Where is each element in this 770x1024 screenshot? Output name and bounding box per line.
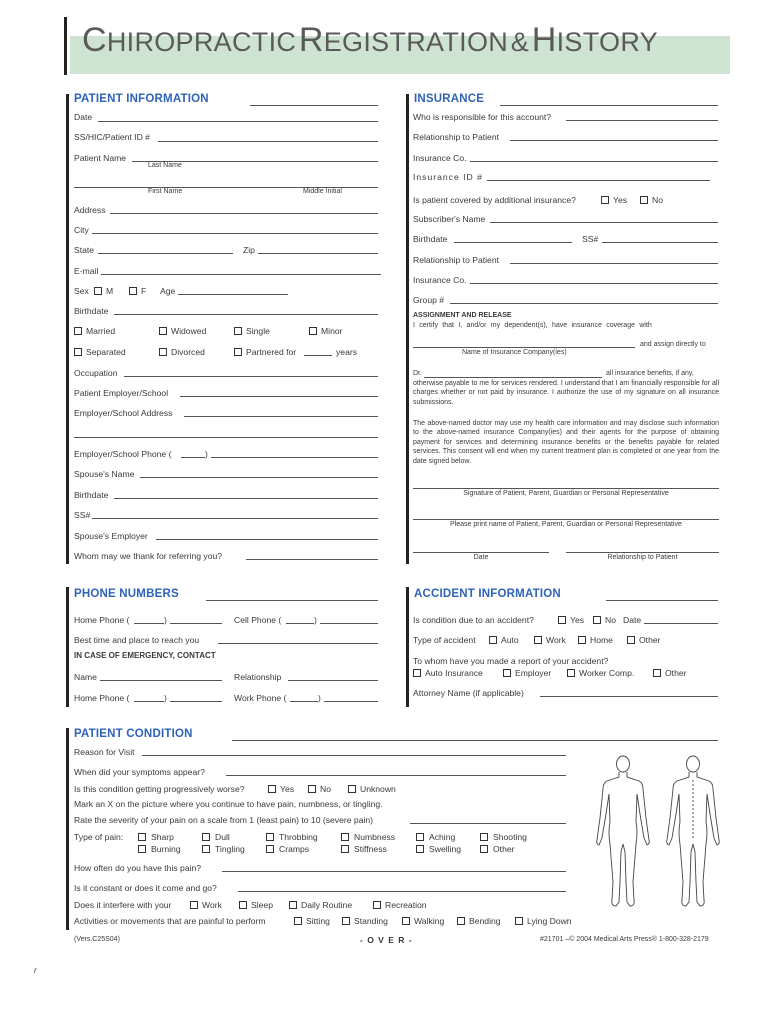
pain-shooting-label: Shooting bbox=[493, 832, 527, 842]
sub-ss-field[interactable] bbox=[602, 242, 718, 243]
accident-yes-checkbox[interactable] bbox=[558, 616, 566, 624]
consent-text: The above-named doctor may use my health care information and may disclose such information to the above-named insurance Company(ies) and their agents for the purpose of obtaining payment for services and determining insurance benefits or the benefits payable for related services. This consent will end when my current treatment plan is completed or one year from the date signed below. bbox=[413, 420, 719, 465]
divorced-checkbox[interactable] bbox=[159, 348, 167, 356]
employer-phone-close: ) bbox=[205, 449, 208, 459]
sub-ss-label: SS# bbox=[582, 234, 599, 244]
married-checkbox[interactable] bbox=[74, 327, 82, 335]
accident-work-checkbox[interactable] bbox=[534, 636, 542, 644]
title-word: EGISTRATION bbox=[323, 27, 509, 57]
heading-rule bbox=[232, 740, 718, 741]
pain-dull-label: Dull bbox=[215, 832, 230, 842]
date-label: Date bbox=[74, 112, 93, 122]
insurance-id-field[interactable] bbox=[487, 180, 710, 181]
ss-field[interactable] bbox=[158, 141, 378, 142]
symptoms-when-label: When did your symptoms appear? bbox=[74, 767, 205, 777]
emergency-name-field[interactable] bbox=[100, 680, 222, 681]
signature-caption: Signature of Patient, Parent, Guardian or Personal Representative bbox=[463, 490, 669, 497]
emergency-home-field[interactable] bbox=[170, 701, 222, 702]
progressive-no-label: No bbox=[320, 784, 331, 794]
pain-throbbing-label: Throbbing bbox=[279, 832, 318, 842]
progressive-no-checkbox[interactable] bbox=[308, 785, 316, 793]
financial-responsibility-text: otherwise payable to me for services rendered. I understand that I am financially responsible for all charges whether or not paid by insurance. I authorize the use of my signature on all insurance submissions. bbox=[413, 380, 719, 406]
sign-relationship-caption: Relationship to Patient bbox=[607, 554, 678, 561]
relationship2-field[interactable] bbox=[510, 263, 718, 264]
sex-label: Sex bbox=[74, 286, 89, 296]
age-label: Age bbox=[160, 286, 176, 296]
accident-other-label: Other bbox=[639, 635, 661, 645]
best-time-field[interactable] bbox=[218, 643, 378, 644]
occupation-field[interactable] bbox=[124, 376, 378, 377]
how-often-label: How often do you have this pain? bbox=[74, 863, 202, 873]
heading-rule bbox=[500, 105, 718, 106]
interfere-daily-routine-checkbox[interactable] bbox=[289, 901, 297, 909]
minor-label: Minor bbox=[321, 326, 343, 336]
address-label: Address bbox=[74, 205, 106, 215]
cell-phone-label: Cell Phone ( bbox=[234, 615, 282, 625]
activity-sitting-checkbox[interactable] bbox=[294, 917, 302, 925]
state-field[interactable] bbox=[98, 253, 233, 254]
report-label: To whom have you made a report of your accident? bbox=[413, 656, 609, 666]
mark-instructions: Mark an X on the picture where you continue to have pain, numbness, or tingling. bbox=[74, 799, 383, 809]
assign-text: and assign directly to bbox=[640, 341, 706, 348]
relationship-field[interactable] bbox=[510, 140, 718, 141]
interfere-recreation-label: Recreation bbox=[385, 900, 427, 910]
page-title bbox=[82, 21, 658, 60]
over-label: - O V E R - bbox=[360, 935, 413, 945]
group-label: Group # bbox=[413, 295, 445, 305]
constant-field[interactable] bbox=[238, 891, 566, 892]
attorney-field[interactable] bbox=[540, 696, 718, 697]
pain-aching-checkbox[interactable] bbox=[416, 833, 424, 841]
email-label: E-mail bbox=[74, 266, 99, 276]
emergency-work-area-field[interactable] bbox=[290, 701, 318, 702]
first-name-caption: First Name bbox=[148, 188, 183, 195]
benefits-text: all insurance benefits, if any, bbox=[606, 370, 694, 377]
occupation-label: Occupation bbox=[74, 368, 118, 378]
pain-numbness-checkbox[interactable] bbox=[341, 833, 349, 841]
interfere-sleep-label: Sleep bbox=[251, 900, 273, 910]
reason-field[interactable] bbox=[142, 755, 566, 756]
assignment-heading: ASSIGNMENT AND RELEASE bbox=[413, 312, 512, 319]
interfere-work-label: Work bbox=[202, 900, 222, 910]
emergency-home-close: ) bbox=[164, 693, 167, 703]
spouse-birthdate-field[interactable] bbox=[114, 498, 378, 499]
pain-sharp-checkbox[interactable] bbox=[138, 833, 146, 841]
city-field[interactable] bbox=[92, 233, 378, 234]
pain-sharp-label: Sharp bbox=[151, 832, 174, 842]
employer-address-field-2[interactable] bbox=[74, 437, 378, 438]
widowed-label: Widowed bbox=[171, 326, 207, 336]
report-worker-comp-checkbox[interactable] bbox=[567, 669, 575, 677]
heading-rule bbox=[250, 105, 378, 106]
activity-bending-label: Bending bbox=[469, 916, 501, 926]
partnered-label: Partnered for bbox=[246, 347, 297, 357]
section-left-bar bbox=[406, 94, 409, 564]
print-name-caption: Please print name of Patient, Parent, Guardian or Personal Representative bbox=[450, 521, 682, 528]
insurance-heading: INSURANCE bbox=[414, 93, 485, 105]
birthdate-field[interactable] bbox=[114, 314, 378, 315]
partnered-checkbox[interactable] bbox=[234, 348, 242, 356]
rate-label: Rate the severity of your pain on a scale from 1 (least pain) to 10 (severe pain) bbox=[74, 815, 374, 825]
employer-label: Patient Employer/School bbox=[74, 388, 169, 398]
single-label: Single bbox=[246, 326, 270, 336]
pain-cramps-checkbox[interactable] bbox=[266, 845, 274, 853]
accident-date-label: Date bbox=[623, 615, 642, 625]
additional-no-checkbox[interactable] bbox=[640, 196, 648, 204]
accident-date-field[interactable] bbox=[644, 623, 718, 624]
sex-f-label: F bbox=[141, 286, 147, 296]
emergency-work-phone-label: Work Phone ( bbox=[234, 693, 287, 703]
insurance-company-field[interactable] bbox=[470, 161, 718, 162]
emergency-work-close: ) bbox=[318, 693, 321, 703]
pain-type-label: Type of pain: bbox=[74, 832, 124, 842]
pain-swelling-checkbox[interactable] bbox=[416, 845, 424, 853]
title-left-bar bbox=[64, 17, 67, 75]
emergency-name-label: Name bbox=[74, 672, 97, 682]
married-label: Married bbox=[86, 326, 116, 336]
report-employer-checkbox[interactable] bbox=[503, 669, 511, 677]
responsible-field[interactable] bbox=[566, 120, 718, 121]
employer-phone-area-field[interactable] bbox=[181, 457, 205, 458]
home-phone-close: ) bbox=[164, 615, 167, 625]
subscriber-field[interactable] bbox=[490, 222, 718, 223]
body-back-diagram[interactable] bbox=[662, 752, 724, 912]
pain-swelling-label: Swelling bbox=[429, 844, 462, 854]
referral-field[interactable] bbox=[246, 559, 378, 560]
activity-walking-label: Walking bbox=[414, 916, 445, 926]
rate-field[interactable] bbox=[410, 823, 566, 824]
home-phone-field[interactable] bbox=[170, 623, 222, 624]
progressive-label: Is this condition getting progressively worse? bbox=[74, 784, 245, 794]
additional-yes-checkbox[interactable] bbox=[601, 196, 609, 204]
single-checkbox[interactable] bbox=[234, 327, 242, 335]
accident-no-checkbox[interactable] bbox=[593, 616, 601, 624]
accident-work-label: Work bbox=[546, 635, 566, 645]
accident-type-label: Type of accident bbox=[413, 635, 476, 645]
section-left-bar bbox=[66, 728, 69, 930]
activity-standing-checkbox[interactable] bbox=[342, 917, 350, 925]
progressive-yes-label: Yes bbox=[280, 784, 295, 794]
pain-other-checkbox[interactable] bbox=[480, 845, 488, 853]
relationship-label: Relationship to Patient bbox=[413, 132, 499, 142]
attorney-label: Attorney Name (if applicable) bbox=[413, 688, 524, 698]
sub-birthdate-label: Birthdate bbox=[413, 234, 448, 244]
pain-throbbing-checkbox[interactable] bbox=[266, 833, 274, 841]
title-initial: R bbox=[298, 21, 324, 59]
separated-label: Separated bbox=[86, 347, 126, 357]
date-field[interactable] bbox=[98, 121, 378, 122]
activity-standing-label: Standing bbox=[354, 916, 388, 926]
signature-field[interactable] bbox=[413, 488, 719, 489]
insurance-company-name-field[interactable] bbox=[413, 347, 635, 348]
sub-birthdate-field[interactable] bbox=[454, 242, 572, 243]
doctor-name-field[interactable] bbox=[424, 377, 602, 378]
relationship2-label: Relationship to Patient bbox=[413, 255, 499, 265]
symptoms-when-field[interactable] bbox=[226, 775, 566, 776]
separated-checkbox[interactable] bbox=[74, 348, 82, 356]
activities-label: Activities or movements that are painful to perform bbox=[74, 916, 266, 926]
insurance-company2-label: Insurance Co. bbox=[413, 275, 467, 285]
last-name-caption: Last Name bbox=[148, 162, 182, 169]
pain-stiffness-label: Stiffness bbox=[354, 844, 387, 854]
title-initial: H bbox=[531, 21, 557, 59]
how-often-field[interactable] bbox=[222, 871, 566, 872]
accident-home-label: Home bbox=[590, 635, 613, 645]
age-field[interactable] bbox=[178, 294, 288, 295]
additional-insurance-label: Is patient covered by additional insurance? bbox=[413, 195, 576, 205]
report-worker-comp-label: Worker Comp. bbox=[579, 668, 635, 678]
interfere-sleep-checkbox[interactable] bbox=[239, 901, 247, 909]
report-other-checkbox[interactable] bbox=[653, 669, 661, 677]
accident-no-label: No bbox=[605, 615, 616, 625]
zip-field[interactable] bbox=[258, 253, 378, 254]
section-left-bar bbox=[66, 587, 69, 707]
title-initial: C bbox=[82, 21, 107, 59]
copyright-label: #21701 –© 2004 Medical Arts Press® 1-800-328-2179 bbox=[540, 936, 709, 943]
activity-sitting-label: Sitting bbox=[306, 916, 330, 926]
sex-f-checkbox[interactable] bbox=[129, 287, 137, 295]
insurance-company-label: Insurance Co. bbox=[413, 153, 467, 163]
employer-phone-label: Employer/School Phone ( bbox=[74, 449, 172, 459]
pain-cramps-label: Cramps bbox=[279, 844, 310, 854]
pain-stiffness-checkbox[interactable] bbox=[341, 845, 349, 853]
sex-m-checkbox[interactable] bbox=[94, 287, 102, 295]
certify-text: I certify that I, and/or my dependent(s), have insurance coverage with bbox=[413, 322, 652, 329]
heading-rule bbox=[606, 600, 718, 601]
activity-lying-down-checkbox[interactable] bbox=[515, 917, 523, 925]
employer-address-field[interactable] bbox=[184, 416, 378, 417]
subscriber-label: Subscriber's Name bbox=[413, 214, 486, 224]
insurance-id-label: Insurance ID # bbox=[413, 172, 483, 182]
employer-address-label: Employer/School Address bbox=[74, 408, 173, 418]
accident-yes-label: Yes bbox=[570, 615, 585, 625]
accident-other-checkbox[interactable] bbox=[627, 636, 635, 644]
cell-phone-area-field[interactable] bbox=[286, 623, 314, 624]
reason-label: Reason for Visit bbox=[74, 747, 135, 757]
dr-label: Dr. bbox=[413, 370, 422, 377]
emergency-work-field[interactable] bbox=[324, 701, 378, 702]
condition-heading: PATIENT CONDITION bbox=[74, 728, 193, 740]
middle-initial-caption: Middle Initial bbox=[303, 188, 342, 195]
pain-dull-checkbox[interactable] bbox=[202, 833, 210, 841]
emergency-home-phone-label: Home Phone ( bbox=[74, 693, 130, 703]
sign-relationship-field[interactable] bbox=[566, 552, 719, 553]
report-auto-insurance-checkbox[interactable] bbox=[413, 669, 421, 677]
title-word: HIROPRACTIC bbox=[106, 27, 297, 57]
responsible-label: Who is responsible for this account? bbox=[413, 112, 552, 122]
spouse-name-label: Spouse's Name bbox=[74, 469, 135, 479]
spouse-birthdate-label: Birthdate bbox=[74, 490, 109, 500]
widowed-checkbox[interactable] bbox=[159, 327, 167, 335]
birthdate-label: Birthdate bbox=[74, 306, 109, 316]
phone-heading: PHONE NUMBERS bbox=[74, 588, 179, 600]
progressive-yes-checkbox[interactable] bbox=[268, 785, 276, 793]
patient-info-heading: PATIENT INFORMATION bbox=[74, 93, 209, 105]
cell-phone-field[interactable] bbox=[320, 623, 378, 624]
activity-bending-checkbox[interactable] bbox=[457, 917, 465, 925]
patient-name-label: Patient Name bbox=[74, 153, 127, 163]
accident-due-label: Is condition due to an accident? bbox=[413, 615, 534, 625]
section-left-bar bbox=[66, 94, 69, 564]
insurance-company2-field[interactable] bbox=[470, 283, 718, 284]
additional-no-label: No bbox=[652, 195, 663, 205]
constant-label: Is it constant or does it come and go? bbox=[74, 883, 217, 893]
body-front-diagram[interactable] bbox=[592, 752, 654, 912]
spouse-name-field[interactable] bbox=[140, 477, 378, 478]
home-phone-label: Home Phone ( bbox=[74, 615, 130, 625]
accident-heading: ACCIDENT INFORMATION bbox=[414, 588, 561, 600]
employer-phone-field[interactable] bbox=[211, 457, 378, 458]
referral-label: Whom may we thank for referring you? bbox=[74, 551, 223, 561]
progressive-unknown-checkbox[interactable] bbox=[348, 785, 356, 793]
interfere-label: Does it interfere with your bbox=[74, 900, 172, 910]
spouse-employer-field[interactable] bbox=[156, 539, 378, 540]
minor-checkbox[interactable] bbox=[309, 327, 317, 335]
emergency-label: IN CASE OF EMERGENCY, CONTACT bbox=[74, 651, 216, 660]
activity-lying-down-label: Lying Down bbox=[527, 916, 572, 926]
activity-walking-checkbox[interactable] bbox=[402, 917, 410, 925]
additional-yes-label: Yes bbox=[613, 195, 628, 205]
city-label: City bbox=[74, 225, 89, 235]
spouse-ss-field[interactable] bbox=[92, 518, 378, 519]
spouse-employer-label: Spouse's Employer bbox=[74, 531, 148, 541]
interfere-recreation-checkbox[interactable] bbox=[373, 901, 381, 909]
state-label: State bbox=[74, 245, 95, 255]
pain-tingling-label: Tingling bbox=[215, 844, 245, 854]
cell-phone-close: ) bbox=[314, 615, 317, 625]
heading-rule bbox=[206, 600, 378, 601]
years-label: years bbox=[336, 347, 358, 357]
accident-auto-checkbox[interactable] bbox=[489, 636, 497, 644]
ss-label: SS/HIC/Patient ID # bbox=[74, 132, 150, 142]
sex-m-label: M bbox=[106, 286, 114, 296]
sign-date-field[interactable] bbox=[413, 552, 549, 553]
interfere-work-checkbox[interactable] bbox=[190, 901, 198, 909]
accident-auto-label: Auto bbox=[501, 635, 519, 645]
pain-burning-checkbox[interactable] bbox=[138, 845, 146, 853]
emergency-relationship-field[interactable] bbox=[288, 680, 378, 681]
company-caption: Name of Insurance Company(ies) bbox=[462, 349, 567, 356]
section-left-bar bbox=[406, 587, 409, 707]
pain-aching-label: Aching bbox=[429, 832, 456, 842]
best-time-label: Best time and place to reach you bbox=[74, 635, 200, 645]
pain-tingling-checkbox[interactable] bbox=[202, 845, 210, 853]
spouse-ss-label: SS# bbox=[74, 510, 91, 520]
email-field[interactable] bbox=[101, 274, 381, 275]
sign-date-caption: Date bbox=[473, 554, 489, 561]
stray-mark: r bbox=[34, 966, 37, 975]
report-employer-label: Employer bbox=[515, 668, 552, 678]
title-amp: & bbox=[510, 27, 530, 57]
emergency-home-area-field[interactable] bbox=[134, 701, 164, 702]
pain-numbness-label: Numbness bbox=[354, 832, 396, 842]
partnered-years-field[interactable] bbox=[304, 355, 332, 356]
group-field[interactable] bbox=[450, 303, 718, 304]
pain-other-label: Other bbox=[493, 844, 515, 854]
accident-home-checkbox[interactable] bbox=[578, 636, 586, 644]
zip-label: Zip bbox=[243, 245, 255, 255]
home-phone-area-field[interactable] bbox=[134, 623, 164, 624]
divorced-label: Divorced bbox=[171, 347, 205, 357]
interfere-daily-routine-label: Daily Routine bbox=[301, 900, 353, 910]
progressive-unknown-label: Unknown bbox=[360, 784, 396, 794]
version-label: (Vers.C25S04) bbox=[74, 936, 120, 943]
emergency-relationship-label: Relationship bbox=[234, 672, 282, 682]
print-name-field[interactable] bbox=[413, 519, 719, 520]
title-word: ISTORY bbox=[556, 27, 658, 57]
pain-shooting-checkbox[interactable] bbox=[480, 833, 488, 841]
employer-field[interactable] bbox=[180, 396, 378, 397]
report-other-label: Other bbox=[665, 668, 687, 678]
address-field[interactable] bbox=[110, 213, 378, 214]
report-auto-insurance-label: Auto Insurance bbox=[425, 668, 483, 678]
pain-burning-label: Burning bbox=[151, 844, 181, 854]
